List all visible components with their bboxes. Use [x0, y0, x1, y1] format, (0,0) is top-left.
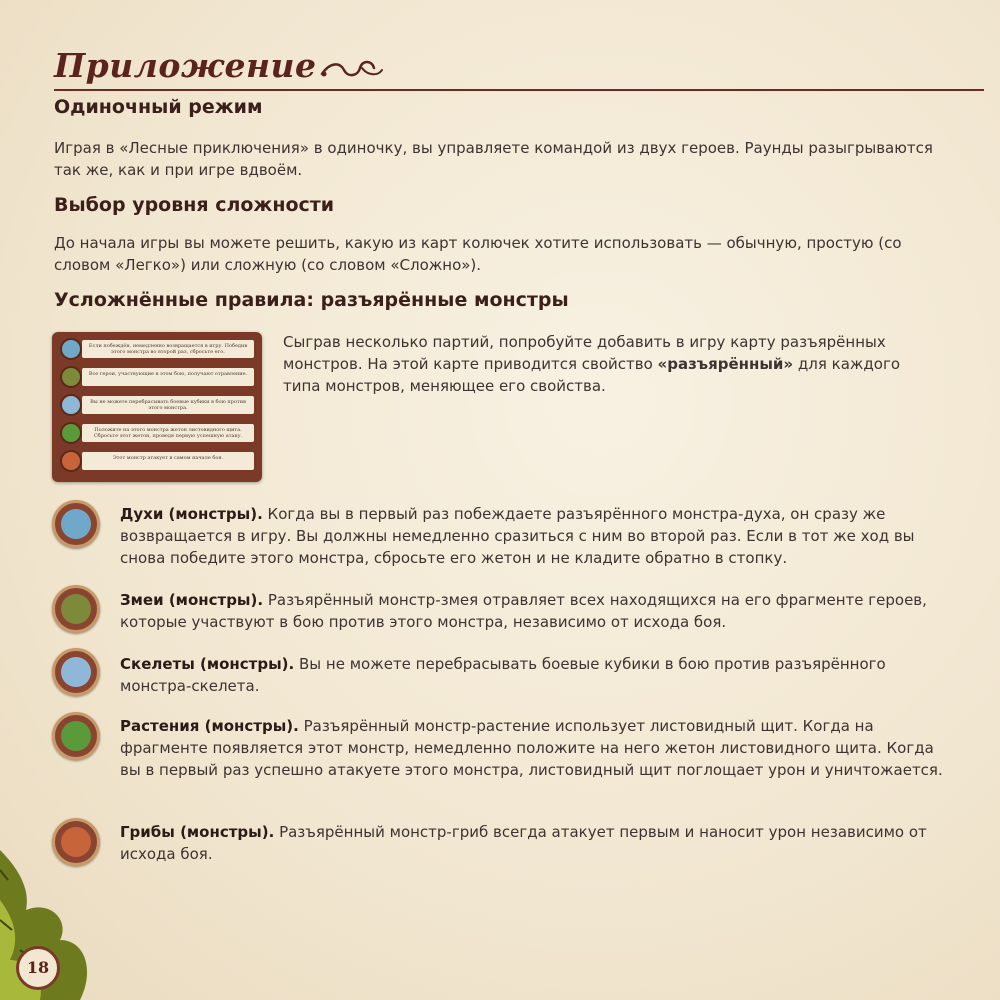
solo-heading: Одиночный режим: [54, 96, 263, 118]
monster-description: [120, 821, 950, 865]
advanced-intro-bold: «разъярённый»: [657, 355, 794, 373]
advanced-intro: [283, 331, 923, 397]
monster-text: Разъярённый монстр-растение использует листовидный щит. Когда на фрагменте появляется этот монстр, немедленно положите на него жетон листовидного щита. Когда вы в первый раз успешно атакуете этого монстра, листовидный щит поглощает урон и уничтожается.: [120, 717, 943, 779]
solo-text: Играя в «Лесные приключения» в одиночку, вы управляете командой из двух героев. Раунды разыгрываются так же, как и при игре вдвоём.: [54, 139, 933, 179]
card-row: [60, 394, 254, 416]
snake-icon: [52, 585, 100, 633]
card-row: [60, 366, 254, 388]
advanced-intro-pre: Сыграв несколько партий, попробуйте добавить в игру карту разъярённых монстров. На этой карте приводится свойство: [283, 333, 886, 373]
difficulty-text: До начала игры вы можете решить, какую из карт колючек хотите использовать — обычную, простую (со словом «Легко») или сложную (со словом «Сложно»).: [54, 234, 902, 274]
card-row-text: Если побеждён, немедленно возвращается в игру. Победив этого монстра во второй раз, сбросьте его.: [82, 340, 254, 358]
card-row: [60, 338, 254, 360]
title-divider: [54, 89, 984, 91]
monster-name: Духи (монстры).: [120, 505, 263, 523]
card-row-text: Положите на этого монстра жетон листовидного щита. Сбросьте этот жетон, проведя первую успешную атаку.: [82, 424, 254, 442]
monster-name: Грибы (монстры).: [120, 823, 275, 841]
card-row-text: Все герои, участвующие в этом бою, получают отравление.: [82, 368, 254, 386]
monster-name: Змеи (монстры).: [120, 591, 264, 609]
mushroom-icon: [60, 450, 82, 472]
monster-name: Растения (монстры).: [120, 717, 299, 735]
monster-text: Когда вы в первый раз побеждаете разъярённого монстра-духа, он сразу же возвращается в игру. Вы должны немедленно сразиться с ним во второй раз. Если в тот же ход вы снова победите этого монстра, сбросьте его жетон и не кладите обратно в стопку.: [120, 505, 915, 567]
advanced-intro-post: для каждого типа монстров, меняющее его свойства.: [283, 355, 901, 395]
monster-name: Скелеты (монстры).: [120, 655, 295, 673]
plant-icon: [52, 712, 100, 760]
spirit-icon: [52, 500, 100, 548]
card-row-text: Вы не можете перебрасывать боевые кубики в бою против этого монстра.: [82, 396, 254, 414]
card-row-text: Этот монстр атакует в самом начале боя.: [82, 452, 254, 470]
skeleton-icon: [60, 394, 82, 416]
monster-text: Разъярённый монстр-змея отравляет всех находящихся на его фрагменте героев, которые участвуют в бою против этого монстра, независимо от исхода боя.: [120, 591, 927, 631]
spirit-icon: [60, 338, 82, 360]
page-number: 18: [16, 946, 60, 990]
monster-description: [120, 715, 950, 781]
monster-description: [120, 589, 950, 633]
skeleton-icon: [52, 648, 100, 696]
advanced-heading: Усложнённые правила: разъярённые монстры: [54, 289, 569, 311]
plant-icon: [60, 422, 82, 444]
monster-description: [120, 653, 950, 697]
card-row: [60, 422, 254, 444]
monster-description: [120, 503, 950, 569]
monster-text: Вы не можете перебрасывать боевые кубики в бою против разъярённого монстра-скелета.: [120, 655, 886, 695]
enraged-monsters-card: [52, 332, 262, 482]
swirl-ornament-icon: [318, 54, 388, 84]
card-row: [60, 450, 254, 472]
page-title: Приложение: [54, 46, 317, 85]
difficulty-heading: Выбор уровня сложности: [54, 194, 335, 216]
snake-icon: [60, 366, 82, 388]
monster-text: Разъярённый монстр-гриб всегда атакует первым и наносит урон независимо от исхода боя.: [120, 823, 927, 863]
